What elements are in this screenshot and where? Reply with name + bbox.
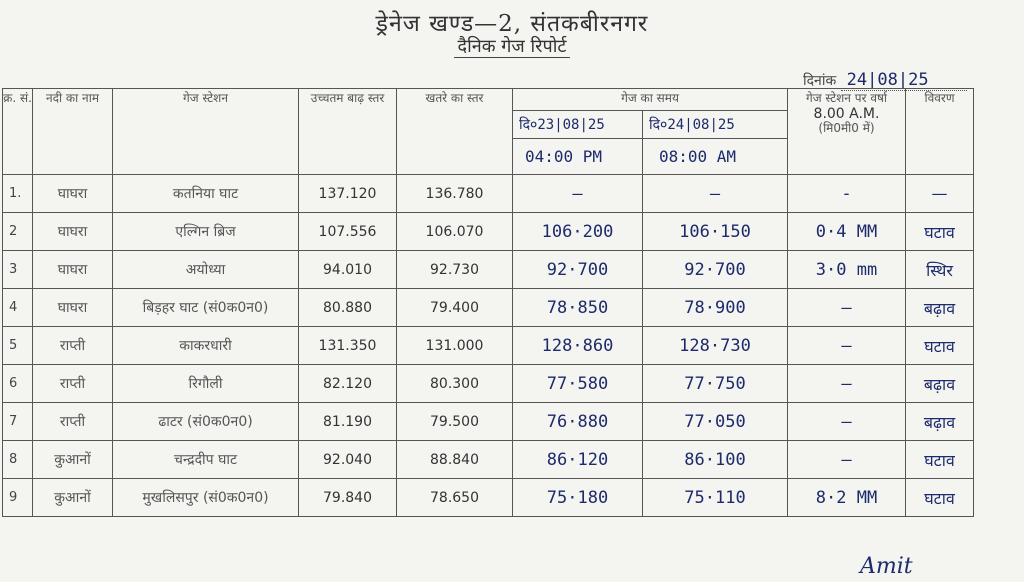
- sn-cell: 9: [3, 479, 33, 517]
- rainfall-cell: -: [788, 175, 906, 213]
- max-flood-cell: 80.880: [299, 289, 397, 327]
- table-row: [3, 365, 974, 403]
- remark-cell: घटाव: [906, 213, 974, 251]
- remark-cell: बढ़ाव: [906, 403, 974, 441]
- sn-cell: 3: [3, 251, 33, 289]
- header-sno: क्र. सं.: [3, 89, 33, 175]
- gauge-reading-1: 75·180: [513, 479, 643, 517]
- station-cell: चन्द्रदीप घाट: [113, 441, 299, 479]
- rainfall-cell: 0·4 MM: [788, 213, 906, 251]
- gauge-reading-2: —: [643, 175, 788, 213]
- gauge-reading-1: 77·580: [513, 365, 643, 403]
- river-cell: घाघरा: [33, 213, 113, 251]
- sn-cell: 1.: [3, 175, 33, 213]
- rain-label: गेज स्टेशन पर वर्षा: [805, 91, 888, 105]
- remark-cell: घटाव: [906, 327, 974, 365]
- gauge-reading-2: 78·900: [643, 289, 788, 327]
- rain-time: 8.00 A.M.: [813, 106, 880, 122]
- river-cell: राप्ती: [33, 365, 113, 403]
- gauge-reading-2: 128·730: [643, 327, 788, 365]
- sn-cell: 7: [3, 403, 33, 441]
- max-flood-cell: 107.556: [299, 213, 397, 251]
- gauge-reading-1: —: [513, 175, 643, 213]
- river-cell: घाघरा: [33, 251, 113, 289]
- river-cell: राप्ती: [33, 327, 113, 365]
- danger-level-cell: 80.300: [397, 365, 513, 403]
- header-river: नदी का नाम: [33, 89, 113, 175]
- rainfall-cell: 8·2 MM: [788, 479, 906, 517]
- header-time2: 08:00 AM: [643, 139, 788, 175]
- rainfall-cell: —: [788, 365, 906, 403]
- remark-cell: घटाव: [906, 479, 974, 517]
- signature: Amit: [860, 554, 913, 579]
- danger-level-cell: 106.070: [397, 213, 513, 251]
- max-flood-cell: 82.120: [299, 365, 397, 403]
- gauge-reading-2: 92·700: [643, 251, 788, 289]
- header-time1: 04:00 PM: [513, 139, 643, 175]
- rainfall-cell: —: [788, 403, 906, 441]
- table-row: [3, 213, 974, 251]
- max-flood-cell: 137.120: [299, 175, 397, 213]
- rainfall-cell: 3·0 mm: [788, 251, 906, 289]
- report-title: ड्रेनेज खण्ड—2, संतकबीरनगर: [375, 11, 649, 37]
- table-row: [3, 175, 974, 213]
- gauge-reading-1: 86·120: [513, 441, 643, 479]
- max-flood-cell: 79.840: [299, 479, 397, 517]
- gauge-reading-1: 76·880: [513, 403, 643, 441]
- danger-level-cell: 79.500: [397, 403, 513, 441]
- river-cell: कुआनों: [33, 441, 113, 479]
- header-rainfall: [788, 89, 906, 175]
- station-cell: एल्गिन ब्रिज: [113, 213, 299, 251]
- danger-level-cell: 136.780: [397, 175, 513, 213]
- station-cell: काकरधारी: [113, 327, 299, 365]
- river-cell: राप्ती: [33, 403, 113, 441]
- rainfall-cell: —: [788, 327, 906, 365]
- gauge-report-table: [2, 88, 974, 517]
- max-flood-cell: 81.190: [299, 403, 397, 441]
- sn-cell: 5: [3, 327, 33, 365]
- date-label: दिनांक: [803, 73, 837, 89]
- remark-cell: स्थिर: [906, 251, 974, 289]
- danger-level-cell: 88.840: [397, 441, 513, 479]
- danger-level-cell: 92.730: [397, 251, 513, 289]
- rainfall-cell: —: [788, 289, 906, 327]
- remark-cell: घटाव: [906, 441, 974, 479]
- gauge-reading-1: 78·850: [513, 289, 643, 327]
- table-row: [3, 327, 974, 365]
- river-cell: कुआनों: [33, 479, 113, 517]
- gauge-reading-2: 77·050: [643, 403, 788, 441]
- river-cell: घाघरा: [33, 289, 113, 327]
- header-date2: दि०24|08|25: [643, 111, 788, 139]
- max-flood-cell: 94.010: [299, 251, 397, 289]
- rain-unit: (मि0मी0 में): [818, 121, 875, 135]
- gauge-reading-2: 106·150: [643, 213, 788, 251]
- gauge-reading-2: 86·100: [643, 441, 788, 479]
- station-cell: बिड़हर घाट (सं0क0न0): [113, 289, 299, 327]
- station-cell: कतनिया घाट: [113, 175, 299, 213]
- table-row: [3, 251, 974, 289]
- danger-level-cell: 131.000: [397, 327, 513, 365]
- sn-cell: 8: [3, 441, 33, 479]
- gauge-reading-1: 92·700: [513, 251, 643, 289]
- danger-level-cell: 79.400: [397, 289, 513, 327]
- rainfall-cell: —: [788, 441, 906, 479]
- header-remarks: विवरण: [906, 89, 974, 175]
- header-date1: दि०23|08|25: [513, 111, 643, 139]
- remark-cell: बढ़ाव: [906, 289, 974, 327]
- river-cell: घाघरा: [33, 175, 113, 213]
- gauge-reading-1: 106·200: [513, 213, 643, 251]
- station-cell: रिगौली: [113, 365, 299, 403]
- danger-level-cell: 78.650: [397, 479, 513, 517]
- table-row: [3, 289, 974, 327]
- station-cell: ढाटर (सं0क0न0): [113, 403, 299, 441]
- station-cell: अयोध्या: [113, 251, 299, 289]
- table-row: [3, 403, 974, 441]
- date-value: 24|08|25: [841, 70, 967, 91]
- sn-cell: 2: [3, 213, 33, 251]
- max-flood-cell: 92.040: [299, 441, 397, 479]
- station-cell: मुखलिसपुर (सं0क0न0): [113, 479, 299, 517]
- table-row: [3, 479, 974, 517]
- header-max-flood: उच्चतम बाढ़ स्तर: [299, 89, 397, 175]
- gauge-reading-2: 77·750: [643, 365, 788, 403]
- gauge-reading-1: 128·860: [513, 327, 643, 365]
- report-subtitle: दैनिक गेज रिपोर्ट: [0, 34, 1024, 58]
- max-flood-cell: 131.350: [299, 327, 397, 365]
- gauge-reading-2: 75·110: [643, 479, 788, 517]
- sn-cell: 6: [3, 365, 33, 403]
- table-row: [3, 441, 974, 479]
- header-danger-level: खतरे का स्तर: [397, 89, 513, 175]
- remark-cell: —: [906, 175, 974, 213]
- sn-cell: 4: [3, 289, 33, 327]
- header-gauge-time: गेज का समय: [513, 89, 788, 111]
- header-station: गेज स्टेशन: [113, 89, 299, 175]
- remark-cell: बढ़ाव: [906, 365, 974, 403]
